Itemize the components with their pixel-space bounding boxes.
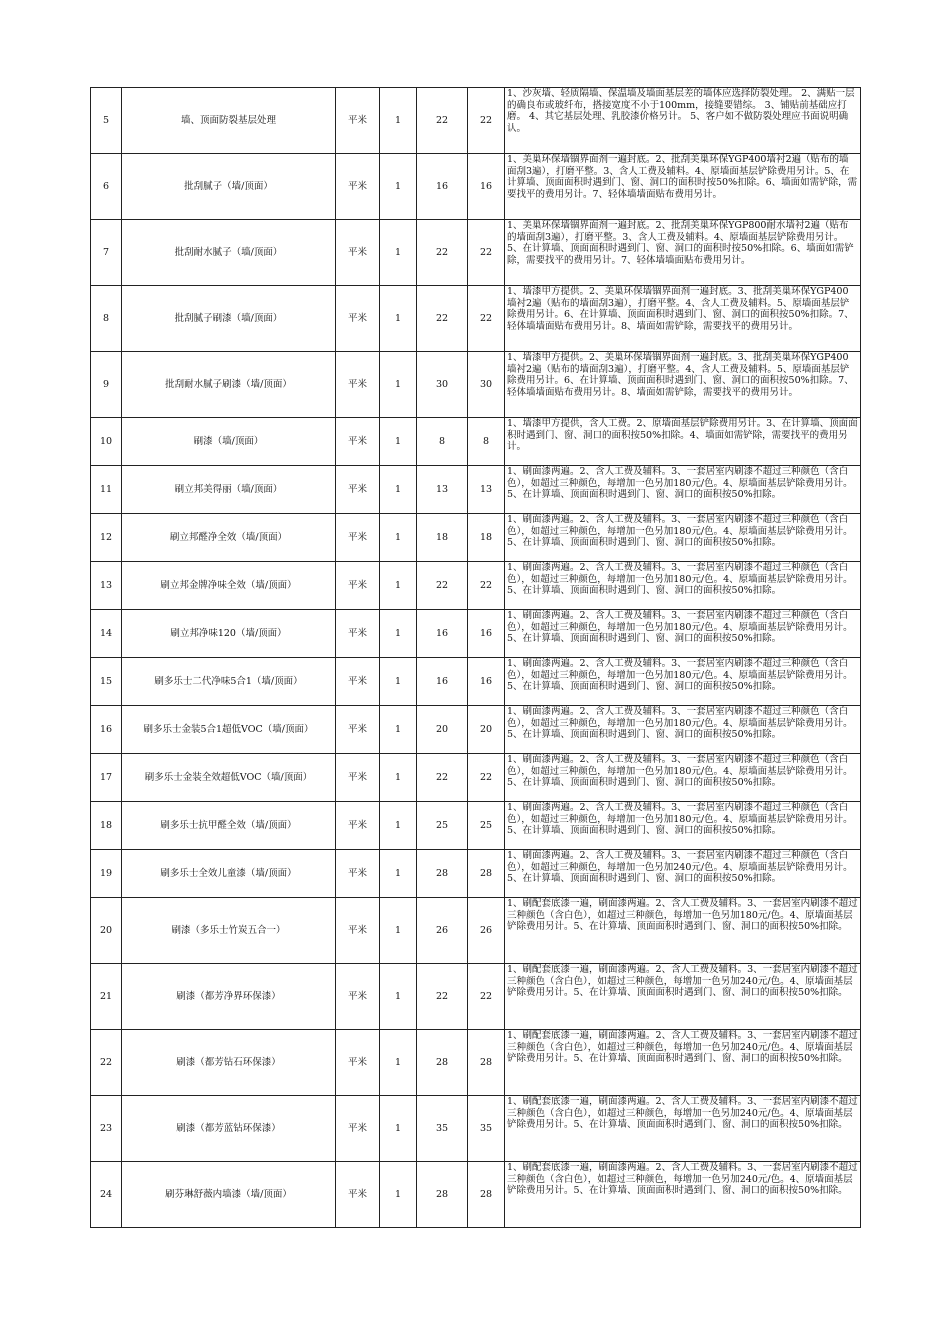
unit-cell: 平米: [336, 88, 380, 154]
unit-price-cell: 20: [417, 706, 468, 754]
item-number-cell: 13: [91, 562, 122, 610]
total-cell: 28: [468, 1162, 505, 1228]
unit-cell: 平米: [336, 1096, 380, 1162]
unit-cell: 平米: [336, 1030, 380, 1096]
item-number-cell: 20: [91, 898, 122, 964]
unit-cell: 平米: [336, 850, 380, 898]
quantity-cell: 1: [380, 658, 417, 706]
item-name-cell: 刷漆（多乐士竹炭五合一）: [122, 898, 336, 964]
item-number-cell: 12: [91, 514, 122, 562]
table-row: [91, 220, 861, 286]
item-name-cell: 墙、顶面防裂基层处理: [122, 88, 336, 154]
total-cell: 22: [468, 754, 505, 802]
quantity-cell: 1: [380, 466, 417, 514]
description-cell: 1、刷配套底漆一遍，刷面漆两遍。2、含人工费及辅料。3、一套居室内刷漆不超过三种颜色（含白色），如超过三种颜色，每增加一色另加240元/色。4、原墙面基层铲除费用另计。5、在计算墙、顶面面积时遇到门、窗、洞口的面积按50%扣除。: [505, 1030, 861, 1096]
quantity-cell: 1: [380, 514, 417, 562]
description-cell: 1、刷面漆两遍。2、含人工费及辅料。3、一套居室内刷漆不超过三种颜色（含白色），如超过三种颜色，每增加一色另加180元/色。4、原墙面基层铲除费用另计。5、在计算墙、顶面面积时遇到门、窗、洞口的面积按50%扣除。: [505, 562, 861, 610]
item-name-cell: 刷漆（都芳蓝钻环保漆）: [122, 1096, 336, 1162]
table-row: [91, 562, 861, 610]
item-number-cell: 16: [91, 706, 122, 754]
table-row: [91, 1030, 861, 1096]
description-cell: 1、刷面漆两遍。2、含人工费及辅料。3、一套居室内刷漆不超过三种颜色（含白色），如超过三种颜色，每增加一色另加180元/色。4、原墙面基层铲除费用另计。5、在计算墙、顶面面积时遇到门、窗、洞口的面积按50%扣除。: [505, 610, 861, 658]
unit-price-cell: 35: [417, 1096, 468, 1162]
description-cell: 1、刷配套底漆一遍，刷面漆两遍。2、含人工费及辅料。3、一套居室内刷漆不超过三种颜色（含白色），如超过三种颜色，每增加一色另加240元/色。4、原墙面基层铲除费用另计。5、在计算墙、顶面面积时遇到门、窗、洞口的面积按50%扣除。: [505, 1096, 861, 1162]
description-cell: 1、墙漆甲方提供。2、美巢环保墙锢界面剂一遍封底。3、批刮美巢环保YGP400墙衬2遍（贴布的墙面刮3遍），打磨平整。4、含人工费及辅料。5、原墙面基层铲除费用另计。6、在计算墙、顶面面积时遇到门、窗、洞口的面积按50%扣除。7、轻体墙墙面贴布费用另计。8、墙面如需铲除，需要找平的费用另计。: [505, 352, 861, 418]
description-cell: 1、刷面漆两遍。2、含人工费及辅料。3、一套居室内刷漆不超过三种颜色（含白色），如超过三种颜色，每增加一色另加180元/色。4、原墙面基层铲除费用另计。5、在计算墙、顶面面积时遇到门、窗、洞口的面积按50%扣除。: [505, 658, 861, 706]
unit-price-cell: 22: [417, 286, 468, 352]
total-cell: 22: [468, 964, 505, 1030]
description-cell: 1、刷面漆两遍。2、含人工费及辅料。3、一套居室内刷漆不超过三种颜色（含白色），如超过三种颜色，每增加一色另加240元/色。4、原墙面基层铲除费用另计。5、在计算墙、顶面面积时遇到门、窗、洞口的面积按50%扣除。: [505, 850, 861, 898]
item-number-cell: 24: [91, 1162, 122, 1228]
item-name-cell: 刷立邦金牌净味全效（墙/顶面）: [122, 562, 336, 610]
item-name-cell: 批刮腻子刷漆（墙/顶面）: [122, 286, 336, 352]
unit-price-cell: 22: [417, 88, 468, 154]
description-cell: 1、美巢环保墙锢界面剂一遍封底。2、批刮美巢环保YGP800耐水墙衬2遍（贴布的墙面刮3遍），打磨平整。3、含人工费及辅料。4、原墙面基层铲除费用另计。5、在计算墙、顶面面积时遇到门、窗、洞口的面积时按50%扣除。6、墙面如需铲除，需要找平的费用另计。7、轻体墙墙面贴布费用另计。: [505, 220, 861, 286]
total-cell: 13: [468, 466, 505, 514]
unit-cell: 平米: [336, 754, 380, 802]
quantity-cell: 1: [380, 802, 417, 850]
quote-table: [90, 87, 861, 1228]
unit-cell: 平米: [336, 898, 380, 964]
total-cell: 20: [468, 706, 505, 754]
quantity-cell: 1: [380, 418, 417, 466]
unit-cell: 平米: [336, 964, 380, 1030]
total-cell: 30: [468, 352, 505, 418]
item-name-cell: 刷多乐士二代净味5合1（墙/顶面）: [122, 658, 336, 706]
unit-price-cell: 13: [417, 466, 468, 514]
item-number-cell: 18: [91, 802, 122, 850]
item-name-cell: 批刮耐水腻子（墙/顶面）: [122, 220, 336, 286]
item-name-cell: 刷多乐士金装5合1超低VOC（墙/顶面）: [122, 706, 336, 754]
table-row: [91, 352, 861, 418]
item-number-cell: 10: [91, 418, 122, 466]
item-name-cell: 批刮腻子（墙/顶面）: [122, 154, 336, 220]
unit-price-cell: 22: [417, 964, 468, 1030]
item-name-cell: 批刮耐水腻子刷漆（墙/顶面）: [122, 352, 336, 418]
quantity-cell: 1: [380, 154, 417, 220]
description-cell: 1、墙漆甲方提供，含人工费。2、原墙面基层铲除费用另计。3、在计算墙、顶面面积时遇到门、窗、洞口的面积按50%扣除。4、墙面如需铲除，需要找平的费用另计。: [505, 418, 861, 466]
total-cell: 26: [468, 898, 505, 964]
unit-price-cell: 28: [417, 1030, 468, 1096]
unit-cell: 平米: [336, 802, 380, 850]
table-row: [91, 88, 861, 154]
total-cell: 35: [468, 1096, 505, 1162]
table-row: [91, 1096, 861, 1162]
description-cell: 1、美巢环保墙锢界面剂一遍封底。2、批刮美巢环保YGP400墙衬2遍（贴布的墙面刮3遍），打磨平整。3、含人工费及辅料。4、原墙面基层铲除费用另计。5、在计算墙、顶面面积时遇到门、窗、洞口的面积时按50%扣除。6、墙面如需铲除，需要找平的费用另计。7、轻体墙墙面贴布费用另计。: [505, 154, 861, 220]
unit-cell: 平米: [336, 658, 380, 706]
item-name-cell: 刷立邦醛净全效（墙/顶面）: [122, 514, 336, 562]
unit-cell: 平米: [336, 220, 380, 286]
item-number-cell: 14: [91, 610, 122, 658]
description-cell: 1、沙灰墙、轻质隔墙、保温墙及墙面基层差的墙体应选择防裂处理。 2、满贴一层的确良布或玻纤布，搭接宽度不小于100mm，接缝要错综。 3、铺贴前基础应打磨。 4、其它基层处理、乳胶漆价格另计。 5、客户如不做防裂处理应书面说明确认。: [505, 88, 861, 154]
unit-cell: 平米: [336, 154, 380, 220]
item-name-cell: 刷立邦净味120（墙/顶面）: [122, 610, 336, 658]
table-row: [91, 754, 861, 802]
table-row: [91, 154, 861, 220]
description-cell: 1、墙漆甲方提供。2、美巢环保墙锢界面剂一遍封底。3、批刮美巢环保YGP400墙衬2遍（贴布的墙面刮3遍），打磨平整。4、含人工费及辅料。5、原墙面基层铲除费用另计。6、在计算墙、顶面面积时遇到门、窗、洞口的面积按50%扣除。7、轻体墙墙面贴布费用另计。8、墙面如需铲除，需要找平的费用另计。: [505, 286, 861, 352]
total-cell: 16: [468, 154, 505, 220]
unit-cell: 平米: [336, 610, 380, 658]
item-number-cell: 11: [91, 466, 122, 514]
item-name-cell: 刷多乐士全效儿童漆（墙/顶面）: [122, 850, 336, 898]
table-row: [91, 466, 861, 514]
total-cell: 28: [468, 850, 505, 898]
description-cell: 1、刷面漆两遍。2、含人工费及辅料。3、一套居室内刷漆不超过三种颜色（含白色），如超过三种颜色，每增加一色另加180元/色。4、原墙面基层铲除费用另计。5、在计算墙、顶面面积时遇到门、窗、洞口的面积按50%扣除。: [505, 802, 861, 850]
description-cell: 1、刷面漆两遍。2、含人工费及辅料。3、一套居室内刷漆不超过三种颜色（含白色），如超过三种颜色，每增加一色另加180元/色。4、原墙面基层铲除费用另计。5、在计算墙、顶面面积时遇到门、窗、洞口的面积按50%扣除。: [505, 466, 861, 514]
total-cell: 25: [468, 802, 505, 850]
total-cell: 18: [468, 514, 505, 562]
unit-cell: 平米: [336, 1162, 380, 1228]
unit-price-cell: 22: [417, 562, 468, 610]
unit-price-cell: 18: [417, 514, 468, 562]
table-row: [91, 802, 861, 850]
total-cell: 22: [468, 562, 505, 610]
item-name-cell: 刷漆（都芳净界环保漆）: [122, 964, 336, 1030]
table-row: [91, 964, 861, 1030]
table-body: [91, 88, 861, 1228]
item-number-cell: 7: [91, 220, 122, 286]
quantity-cell: 1: [380, 562, 417, 610]
total-cell: 22: [468, 286, 505, 352]
total-cell: 28: [468, 1030, 505, 1096]
table-row: [91, 514, 861, 562]
unit-cell: 平米: [336, 418, 380, 466]
item-name-cell: 刷漆（都芳钻石环保漆）: [122, 1030, 336, 1096]
quantity-cell: 1: [380, 898, 417, 964]
quantity-cell: 1: [380, 286, 417, 352]
unit-price-cell: 16: [417, 658, 468, 706]
unit-cell: 平米: [336, 286, 380, 352]
total-cell: 16: [468, 658, 505, 706]
unit-price-cell: 16: [417, 610, 468, 658]
unit-price-cell: 28: [417, 1162, 468, 1228]
item-number-cell: 22: [91, 1030, 122, 1096]
unit-price-cell: 26: [417, 898, 468, 964]
item-number-cell: 8: [91, 286, 122, 352]
unit-price-cell: 22: [417, 754, 468, 802]
table-row: [91, 610, 861, 658]
description-cell: 1、刷配套底漆一遍，刷面漆两遍。2、含人工费及辅料。3、一套居室内刷漆不超过三种颜色（含白色），如超过三种颜色，每增加一色另加240元/色。4、原墙面基层铲除费用另计。5、在计算墙、顶面面积时遇到门、窗、洞口的面积按50%扣除。: [505, 1162, 861, 1228]
table-row: [91, 1162, 861, 1228]
item-number-cell: 23: [91, 1096, 122, 1162]
total-cell: 8: [468, 418, 505, 466]
unit-cell: 平米: [336, 706, 380, 754]
unit-price-cell: 8: [417, 418, 468, 466]
quantity-cell: 1: [380, 964, 417, 1030]
quantity-cell: 1: [380, 610, 417, 658]
item-name-cell: 刷多乐士金装全效超低VOC（墙/顶面）: [122, 754, 336, 802]
item-number-cell: 15: [91, 658, 122, 706]
item-number-cell: 9: [91, 352, 122, 418]
table-row: [91, 850, 861, 898]
quantity-cell: 1: [380, 352, 417, 418]
item-number-cell: 6: [91, 154, 122, 220]
description-cell: 1、刷面漆两遍。2、含人工费及辅料。3、一套居室内刷漆不超过三种颜色（含白色），如超过三种颜色，每增加一色另加180元/色。4、原墙面基层铲除费用另计。5、在计算墙、顶面面积时遇到门、窗、洞口的面积按50%扣除。: [505, 514, 861, 562]
table-row: [91, 658, 861, 706]
total-cell: 22: [468, 88, 505, 154]
quantity-cell: 1: [380, 1030, 417, 1096]
description-cell: 1、刷面漆两遍。2、含人工费及辅料。3、一套居室内刷漆不超过三种颜色（含白色），如超过三种颜色，每增加一色另加180元/色。4、原墙面基层铲除费用另计。5、在计算墙、顶面面积时遇到门、窗、洞口的面积按50%扣除。: [505, 754, 861, 802]
quantity-cell: 1: [380, 1162, 417, 1228]
description-cell: 1、刷配套底漆一遍，刷面漆两遍。2、含人工费及辅料。3、一套居室内刷漆不超过三种颜色（含白色），如超过三种颜色，每增加一色另加240元/色。4、原墙面基层铲除费用另计。5、在计算墙、顶面面积时遇到门、窗、洞口的面积按50%扣除。: [505, 964, 861, 1030]
item-name-cell: 刷多乐士抗甲醛全效（墙/顶面）: [122, 802, 336, 850]
table-row: [91, 706, 861, 754]
item-name-cell: 刷立邦美得丽（墙/顶面）: [122, 466, 336, 514]
description-cell: 1、刷配套底漆一遍，刷面漆两遍。2、含人工费及辅料。3、一套居室内刷漆不超过三种颜色（含白色），如超过三种颜色，每增加一色另加180元/色。4、原墙面基层铲除费用另计。5、在计算墙、顶面面积时遇到门、窗、洞口的面积按50%扣除。: [505, 898, 861, 964]
unit-price-cell: 25: [417, 802, 468, 850]
quantity-cell: 1: [380, 706, 417, 754]
quantity-cell: 1: [380, 220, 417, 286]
table-row: [91, 898, 861, 964]
quantity-cell: 1: [380, 754, 417, 802]
unit-cell: 平米: [336, 466, 380, 514]
unit-price-cell: 28: [417, 850, 468, 898]
table-row: [91, 286, 861, 352]
total-cell: 16: [468, 610, 505, 658]
total-cell: 22: [468, 220, 505, 286]
unit-cell: 平米: [336, 352, 380, 418]
quantity-cell: 1: [380, 88, 417, 154]
item-name-cell: 刷芬琳舒薇内墙漆（墙/顶面）: [122, 1162, 336, 1228]
unit-cell: 平米: [336, 562, 380, 610]
item-number-cell: 21: [91, 964, 122, 1030]
item-number-cell: 5: [91, 88, 122, 154]
description-cell: 1、刷面漆两遍。2、含人工费及辅料。3、一套居室内刷漆不超过三种颜色（含白色），如超过三种颜色，每增加一色另加180元/色。4、原墙面基层铲除费用另计。5、在计算墙、顶面面积时遇到门、窗、洞口的面积按50%扣除。: [505, 706, 861, 754]
item-number-cell: 19: [91, 850, 122, 898]
item-name-cell: 刷漆（墙/顶面）: [122, 418, 336, 466]
unit-price-cell: 22: [417, 220, 468, 286]
quantity-cell: 1: [380, 850, 417, 898]
quantity-cell: 1: [380, 1096, 417, 1162]
unit-price-cell: 30: [417, 352, 468, 418]
unit-price-cell: 16: [417, 154, 468, 220]
item-number-cell: 17: [91, 754, 122, 802]
table-row: [91, 418, 861, 466]
unit-cell: 平米: [336, 514, 380, 562]
